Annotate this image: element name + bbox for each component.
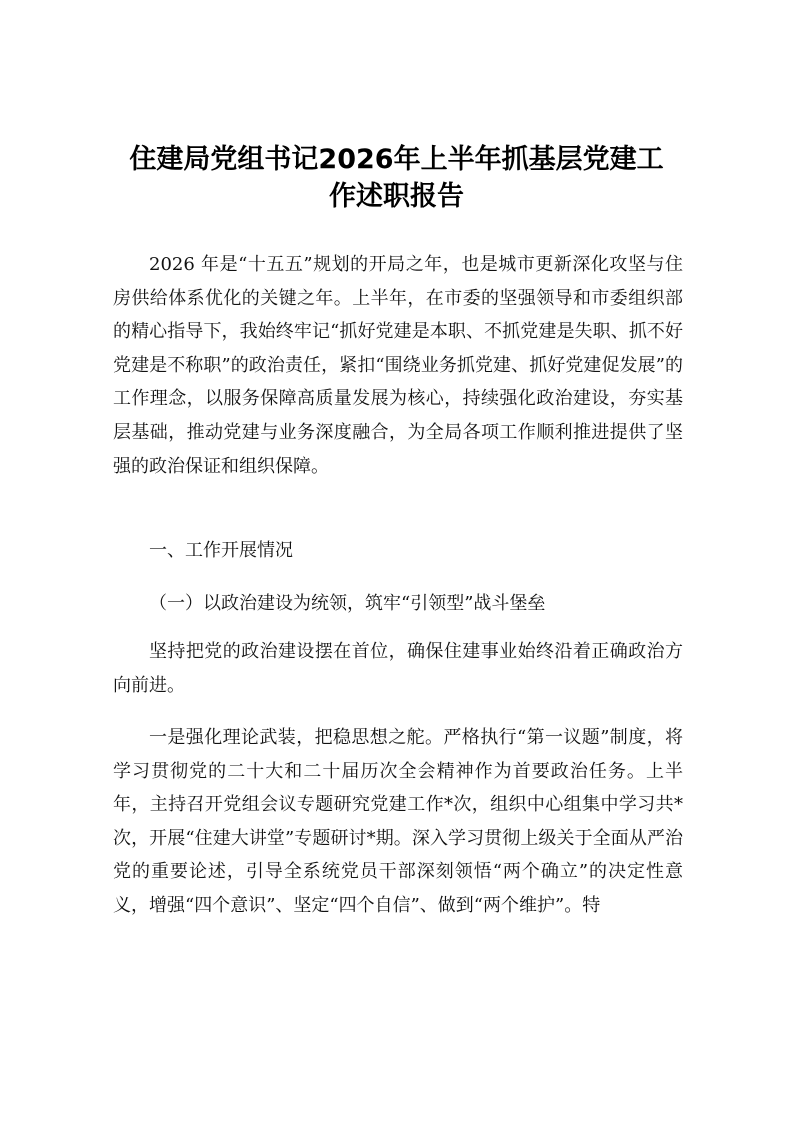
subsection-heading: （一）以政治建设为统领，筑牢“引领型”战斗堡垒 [149, 593, 546, 614]
intro-paragraph: 2026 年是“十五五”规划的开局之年，也是城市更新深化攻坚与住房供给体系优化的关键之年。上半年，在市委的坚强领导和市委组织部的精心指导下，我始终牢记“抓好党建是本职、不抓党建是失职、抓不好党建是不称职”的政治责任，紧扣“围绕业务抓党建、抓好党建促发展”的工作理念，以服务保障高质量发展为核心，持续强化政治建设，夯实基层基础，推动党建与业务深度融合，为全局各项工作顺利推进提供了坚强的政治保证和组织保障。 [113, 254, 683, 477]
section-heading: 一、工作开展情况 [149, 540, 293, 561]
document-title-line-1: 住建局党组书记2026年上半年抓基层党建工 [129, 144, 664, 175]
body-paragraph-1: 坚持把党的政治建设摆在首位，确保住建事业始终沿着正确政治方向前进。 [113, 641, 683, 696]
body-paragraph-2: 一是强化理论武装，把稳思想之舵。严格执行“第一议题”制度，将学习贯彻党的二十大和二十届历次全会精神作为首要政治任务。上半年，主持召开党组会议专题研究党建工作*次，组织中心组集中学习共*次，开展“住建大讲堂”专题研讨*期。深入学习贯彻上级关于全面从严治党的重要论述，引导全系统党员干部深刻领悟“两个确立”的决定性意义，增强“四个意识”、坚定“四个自信”、做到“两个维护”。特 [113, 727, 683, 916]
document-title-line-2: 作述职报告 [329, 181, 464, 212]
